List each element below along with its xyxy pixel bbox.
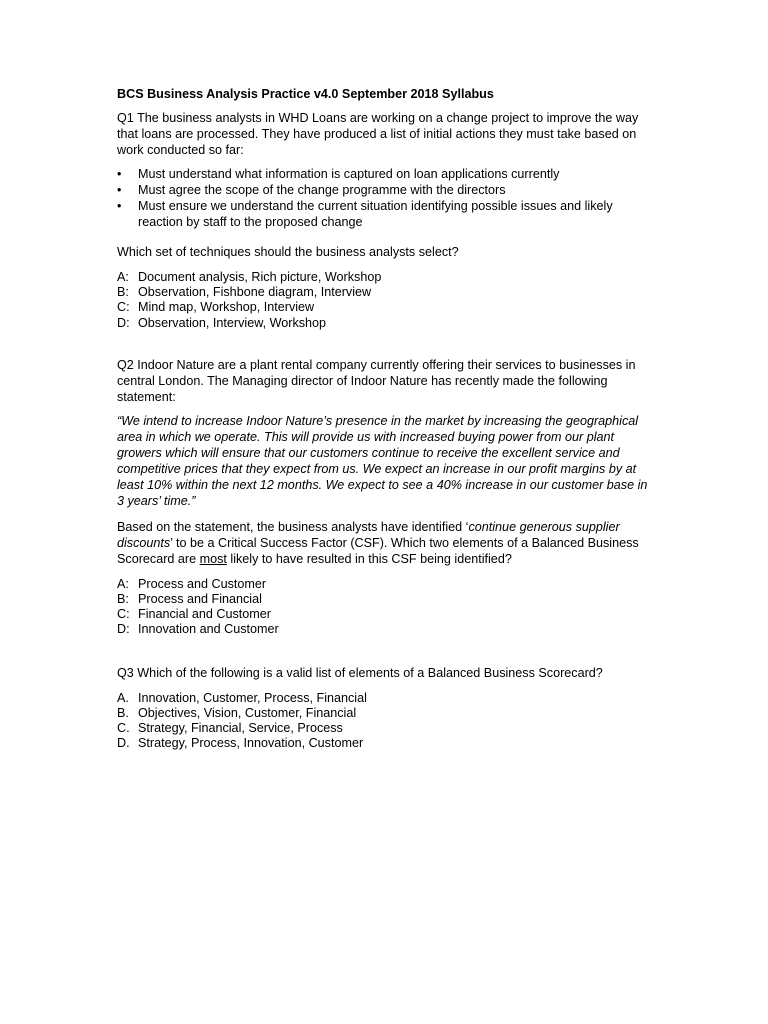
q3-options [117, 691, 657, 752]
option-a [117, 270, 657, 285]
q2-text: Q2 Indoor Nature are a plant rental company currently offering their services to businesses in central London. The Managing director of Indoor Nature has recently made the following statement: [117, 357, 636, 404]
option-b [117, 706, 657, 721]
statement-part: Based on the statement, the business analysts have identified ‘ [117, 519, 469, 534]
q3-question: Q3 Which of the following is a valid list of elements of a Balanced Business Scorecard? [117, 665, 603, 680]
document-title: BCS Business Analysis Practice v4.0 September 2018 Syllabus [117, 87, 494, 101]
option-letter: B: [117, 285, 129, 300]
option-c [117, 300, 657, 315]
option-c [117, 607, 657, 622]
document-page [117, 86, 657, 751]
bullet-text: Must understand what information is captured on loan applications currently [138, 167, 560, 181]
bullet-icon: • [117, 167, 122, 181]
list-item [117, 166, 657, 182]
option-text: Mind map, Workshop, Interview [138, 300, 315, 315]
option-d [117, 736, 657, 751]
q1-options [117, 270, 657, 331]
option-letter: C. [117, 721, 130, 736]
q2-quote: “We intend to increase Indoor Nature’s presence in the market by increasing the geographical area in which we operate. This will provide us with increased buying power from our plant growers which will ensure that our customers continue to receive the excellent service and competitive prices that they expect from us. We expect an increase in our profit margins by at least 10% within the next 12 months. We expect to see a 40% increase in our customer base in 3 years’ time.” [117, 413, 648, 508]
option-text: Objectives, Vision, Customer, Financial [138, 705, 357, 720]
bullet-icon: • [117, 183, 122, 197]
q1-text: Q1 The business analysts in WHD Loans are working on a change project to improve the way that loans are processed. They have produced a list of initial actions they must take based on work conducted so far: [117, 111, 639, 157]
option-text: Process and Financial [138, 592, 262, 607]
option-text: Document analysis, Rich picture, Workshop [138, 270, 382, 284]
option-letter: D. [117, 736, 130, 751]
statement-underlined: most [199, 551, 227, 566]
option-text: Innovation and Customer [138, 622, 279, 637]
option-text: Observation, Interview, Workshop [138, 315, 327, 330]
option-text: Observation, Fishbone diagram, Interview [138, 285, 372, 300]
option-letter: D: [117, 315, 130, 330]
statement-part: ’ to be a Critical Success Factor (CSF). Which two elements of a Balanced Business Scorecard are [117, 535, 639, 566]
option-letter: A: [117, 576, 129, 591]
option-letter: D: [117, 622, 130, 637]
option-letter: A: [117, 270, 129, 284]
q2-statement [117, 519, 657, 567]
q1-question: Which set of techniques should the business analysts select? [117, 245, 459, 259]
option-d [117, 622, 657, 637]
statement-part: likely to have resulted in this CSF being identified? [226, 551, 512, 566]
option-text: Strategy, Process, Innovation, Customer [138, 736, 364, 751]
bullet-text: Must agree the scope of the change programme with the directors [138, 183, 506, 197]
option-a [117, 577, 657, 592]
option-text: Process and Customer [138, 576, 267, 591]
option-letter: C: [117, 300, 130, 315]
list-item [117, 198, 657, 230]
option-text: Financial and Customer [138, 607, 271, 622]
option-a [117, 691, 657, 706]
list-item [117, 182, 657, 198]
bullet-icon: • [117, 199, 122, 213]
q2-options [117, 577, 657, 638]
statement-emphasis: continue generous supplier discounts [117, 519, 620, 550]
option-letter: A. [117, 690, 129, 705]
option-text: Innovation, Customer, Process, Financial [138, 690, 367, 705]
option-b [117, 285, 657, 300]
bullet-text: Must ensure we understand the current situation identifying possible issues and likely reaction by staff to the proposed change [138, 199, 613, 229]
option-letter: C: [117, 607, 130, 622]
option-letter: B. [117, 705, 129, 720]
option-letter: B: [117, 592, 129, 607]
option-d [117, 316, 657, 331]
option-text: Strategy, Financial, Service, Process [138, 721, 343, 736]
option-c [117, 721, 657, 736]
option-b [117, 592, 657, 607]
q1-bullet-list [117, 166, 657, 230]
